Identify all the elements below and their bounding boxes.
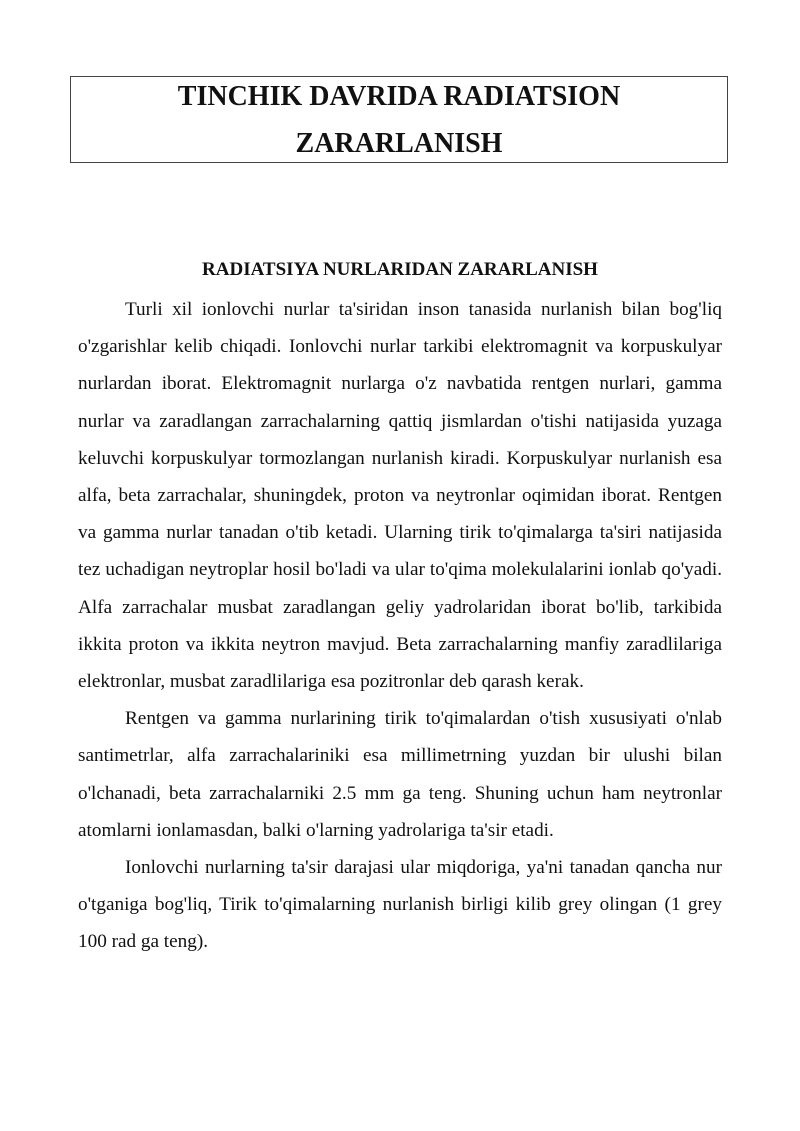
body-text xyxy=(78,291,722,961)
paragraph-1: Turli xil ionlovchi nurlar ta'siridan inson tanasida nurlanish bilan bog'liq o'zgarishlar kelib chiqadi. Ionlovchi nurlar tarkibi elektromagnit va korpuskulyar nurlardan iborat. Elektromagnit nurlarga o'z navbatida rentgen nurlari, gamma nurlar va zaradlangan zarrachalarning qattiq jismlardan o'tishi natijasida yuzaga keluvchi korpuskulyar tormozlangan nurlanish kiradi. Korpuskulyar nurlanish esa alfa, beta zarrachalar, shuningdek, proton va neytronlar oqimidan iborat. Rentgen va gamma nurlar tanadan o'tib ketadi. Ularning tirik to'qimalarga ta'siri natijasida tez uchadigan neytroplar hosil bo'ladi va ular to'qima molekulalarini ionlab qo'yadi. Alfa zarrachalar musbat zaradlangan geliy yadrolaridan iborat bo'lib, tarkibida ikkita proton va ikkita neytron mavjud. Beta zarrachalarning manfiy zaradlilariga elektronlar, musbat zaradlilariga esa pozitronlar deb qarash kerak. xyxy=(78,299,722,693)
title-box xyxy=(70,76,728,163)
paragraph-3: Ionlovchi nurlarning ta'sir darajasi ular miqdoriga, ya'ni tanadan qancha nur o'tganiga bog'liq, Tirik to'qimalarning nurlanish birligi kilib grey olingan (1 grey 100 rad ga teng). xyxy=(78,857,722,953)
document-title-line-1: TINCHIK DAVRIDA RADIATSION xyxy=(177,81,621,112)
paragraph-2: Rentgen va gamma nurlarining tirik to'qimalardan o'tish xususiyati o'nlab santimetrlar, alfa zarrachalariniki esa millimetrning yuzdan bir ulushi bilan o'lchanadi, beta zarrachalarniki 2.5 mm ga teng. Shuning uchun ham neytronlar atomlarni ionlamasdan, balki o'larning yadrolariga ta'sir etadi. xyxy=(78,708,722,841)
section-heading: RADIATSIYA NURLARIDAN ZARARLANISH xyxy=(202,259,598,280)
document-title-line-2: ZARARLANISH xyxy=(295,128,503,159)
